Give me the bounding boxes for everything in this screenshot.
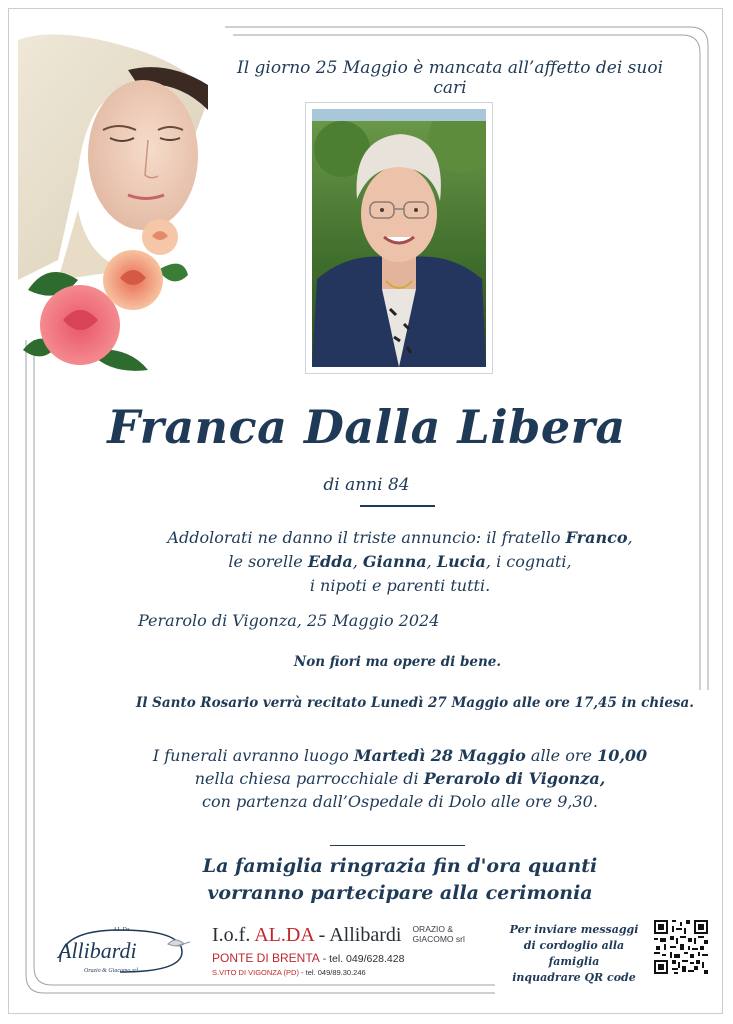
divider (330, 845, 465, 846)
place-date: Perarolo di Vigonza, 25 Maggio 2024 (138, 611, 440, 630)
deceased-age: di anni 84 (323, 475, 410, 495)
deceased-photo (305, 102, 493, 374)
rosary-note: Il Santo Rosario verrà recitato Lunedì 27 Maggio alle ore 17,45 in chiesa. (136, 695, 694, 711)
svg-text:Allibardi: Allibardi (58, 938, 137, 963)
divider (360, 505, 435, 507)
agency-subtitle: ORAZIO & GIACOMO srl (412, 924, 465, 944)
agency-ponte-di-brenta: PONTE DI BRENTA - tel. 049/628.428 (212, 951, 405, 965)
svg-text:AL.Da: AL.Da (113, 927, 130, 933)
header-text: Il giorno 25 Maggio è mancata all’affetto dei suoi cari (236, 58, 664, 98)
agency-info (212, 924, 465, 977)
agency-s-vito: S.VITO DI VIGONZA (PD) - tel. 049/89.30.246 (212, 968, 366, 977)
thanks-text: La famiglia ringrazia fin d'ora quanti vorranno partecipare alla cerimonia (202, 855, 598, 904)
funeral-details: I funerali avranno luogo Martedì 28 Maggio alle ore 10,00 nella chiesa parrocchiale di Perarolo di Vigonza, con partenza dall’Ospedale di Dolo alle ore 9,30. (152, 746, 648, 811)
qr-code[interactable] (654, 920, 708, 974)
deceased-name: Franca Dalla Libera (107, 400, 626, 454)
madonna-roses-image (18, 30, 218, 390)
svg-text:Orazio & Giacomo srl: Orazio & Giacomo srl (84, 968, 139, 974)
agency-logo (50, 922, 195, 980)
qr-instructions: Per inviare messaggi di cordoglio alla famiglia inquadrare QR code (509, 923, 639, 984)
no-flowers-note: Non fiori ma opere di bene. (293, 654, 502, 670)
agency-name: I.o.f. AL.DA - Allibardi ORAZIO & GIACOMO srl (212, 924, 465, 946)
announcement-text: Addolorati ne danno il triste annuncio: il fratello Franco, le sorelle Edda, Gianna, Lucia, i cognati, i nipoti e parenti tutti. (167, 528, 633, 595)
